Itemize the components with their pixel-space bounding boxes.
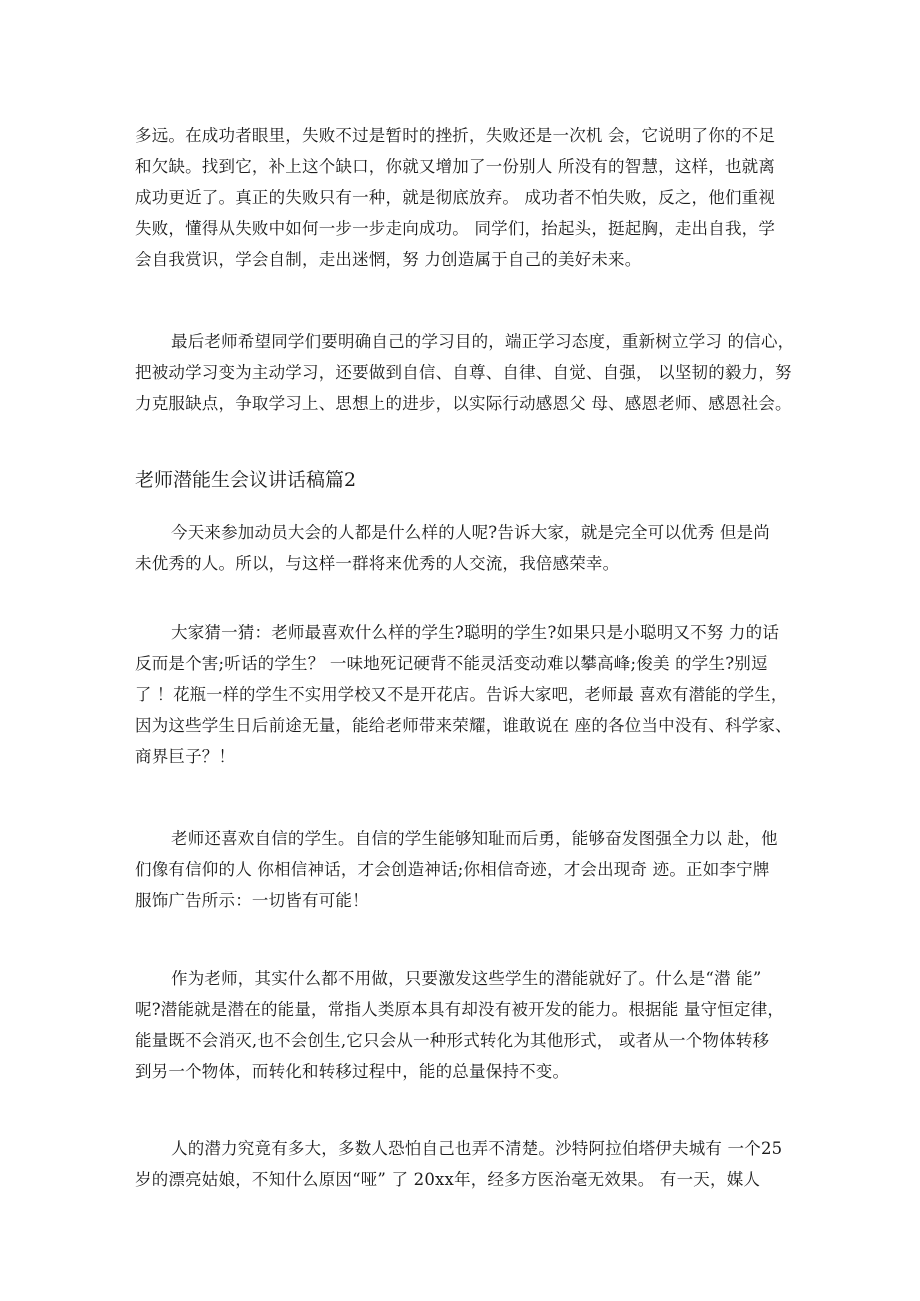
paragraph-1 (135, 120, 795, 275)
text-line: 商界巨子？！ (135, 747, 236, 766)
paragraph-4 (135, 617, 795, 772)
text-line: 最后老师希望同学们要明确自己的学习目的，端正学习态度，重新树立学习 的信心， (171, 332, 795, 351)
text-line: 呢?潜能就是潜在的能量，常指人类原本具有却没有被开发的能力。根据能 量守恒定律， (135, 1000, 785, 1019)
paragraph-6 (135, 963, 795, 1087)
text-line: 服饰广告所示：一切皆有可能！ (135, 891, 369, 910)
text-line: 和欠缺。找到它，补上这个缺口，你就又增加了一份别人 所没有的智慧，这样，也就离 (135, 157, 776, 176)
text-line: 成功更近了。真正的失败只有一种，就是彻底放弃。 成功者不怕失败，反之，他们重视 (135, 188, 776, 207)
text-line: 力克服缺点，争取学习上、思想上的进步，以实际行动感恩父 母、感恩老师、感恩社会。 (135, 394, 792, 413)
text-line: 人的潜力究竟有多大，多数人恐怕自己也弄不清楚。沙特阿拉伯塔伊夫城有 一个25 (171, 1139, 783, 1158)
text-line: 作为老师，其实什么都不用做，只要激发这些学生的潜能就好了。什么是“潜 能” (171, 969, 762, 988)
text-line: 岁的漂亮姑娘，不知什么原因“哑” 了 20xx年，经多方医治毫无效果。 有一天，媒人 (135, 1170, 761, 1189)
text-line: 能量既不会消灭,也不会创生,它只会从一种形式转化为其他形式， 或者从一个物体转移 (135, 1031, 770, 1050)
paragraph-5 (135, 823, 795, 916)
text-line: 今天来参加动员大会的人都是什么样的人呢?告诉大家，就是完全可以优秀 但是尚 (171, 523, 770, 542)
text-line: 未优秀的人。所以，与这样一群将来优秀的人交流，我倍感荣幸。 (135, 554, 620, 573)
text-line: 反而是个害;听话的学生？ 一味地死记硬背不能灵活变动难以攀高峰;俊美 的学生?别逗 (135, 654, 768, 673)
text-line: 老师还喜欢自信的学生。自信的学生能够知耻而后勇，能够奋发图强全力以 赴，他 (171, 829, 778, 848)
text-line: 们像有信仰的人 你相信神话，才会创造神话;你相信奇迹，才会出现奇 迹。正如李宁牌 (135, 860, 770, 879)
paragraph-2 (135, 326, 795, 419)
text-line: 把被动学习变为主动学习，还要做到自信、自尊、自律、自觉、自强， 以坚韧的毅力，努 (135, 363, 792, 382)
text-line: 因为这些学生日后前途无量，能给老师带来荣耀，谁敢说在 座的各位当中没有、科学家、 (135, 716, 792, 735)
text-line: 大家猜一猜：老师最喜欢什么样的学生?聪明的学生?如果只是小聪明又不努 力的话 (171, 623, 780, 642)
text-line: 会自我赏识，学会自制，走出迷惘，努 力创造属于自己的美好未来。 (135, 250, 642, 269)
paragraph-3 (135, 517, 795, 579)
text-line: 了 ！花瓶一样的学生不实用学校又不是开花店。告诉大家吧，老师最 喜欢有潜能的学生， (135, 685, 788, 704)
paragraph-7 (135, 1133, 795, 1195)
text-line: 多远。在成功者眼里，失败不过是暂时的挫折，失败还是一次机 会，它说明了你的不足 (135, 126, 776, 145)
text-line: 到另一个物体，而转化和转移过程中，能的总量保持不变。 (135, 1062, 570, 1081)
text-line: 失败，懂得从失败中如何一步一步走向成功。 同学们，抬起头，挺起胸，走出自我，学 (135, 219, 776, 238)
section-heading: 老师潜能生会议讲话稿篇2 (135, 469, 357, 491)
